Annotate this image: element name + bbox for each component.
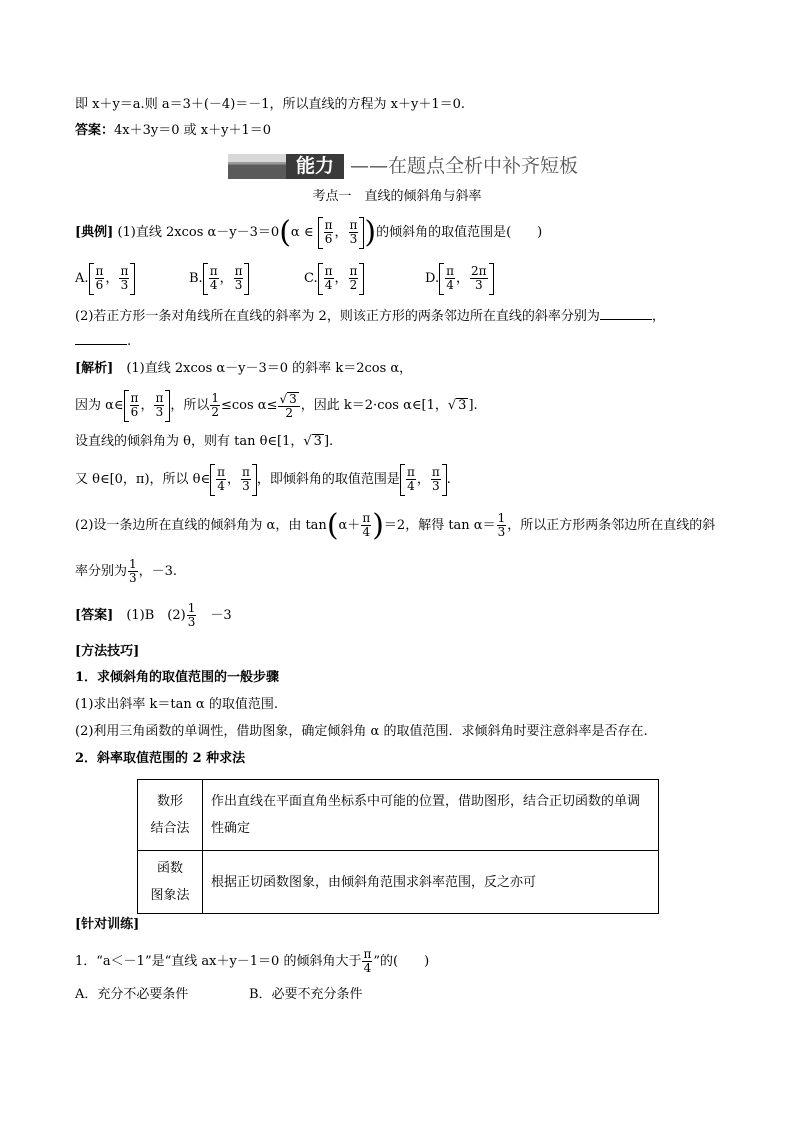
analysis-line-6: 率分别为 $\frac{1}{3}$ ，－3.	[75, 557, 178, 585]
fraction: $\frac{\pi}{6}$	[324, 218, 333, 246]
text-line: 即 x＋y＝a.则 a＝3＋(－4)＝－1，所以直线的方程为 x＋y＋1＝0.	[75, 97, 466, 112]
method-step-1: (1)求出斜率 k＝tan α 的取值范围.	[75, 697, 278, 712]
question-text: 的倾斜角的取值范围是( )	[376, 225, 543, 240]
analysis-line-4: 又 θ∈[0，π)，所以 θ∈ $\frac{\pi}{4}$ ， $\frac{\pi}{3}$ ，即倾斜角的取值范围是 $\frac{\pi}{4}$ ， $\frac{\pi}{3}$ .	[75, 462, 451, 498]
option-a: A. $\frac{\pi}{6}$ ， $\frac{\pi}{3}$	[75, 262, 135, 296]
training-label: [针对训练]	[75, 917, 140, 932]
method-label: [方法技巧]	[75, 644, 140, 659]
analysis-label: [解析]	[75, 361, 114, 376]
table-row	[138, 851, 659, 914]
table-key-cell: 函数 图象法	[138, 851, 203, 914]
option-b: B. $\frac{\pi}{4}$ ， $\frac{\pi}{3}$	[189, 262, 249, 296]
analysis-line-2: 因为 α∈ $\frac{\pi}{6}$ ， $\frac{\pi}{3}$ ，所以 $\frac{1}{2}$ ≤cos α≤ $\frac{√ 3}{2}$ ，因此 k＝2·cos α∈[1，√ 3 ].	[75, 391, 478, 420]
question-text: (1)直线 2xcos α－y－3＝0	[117, 225, 280, 240]
section-title: 考点一 直线的倾斜角与斜率	[312, 189, 482, 204]
method-heading-2: 2．斜率取值范围的 2 种求法	[75, 751, 246, 766]
option-d: D. $\frac{\pi}{4}$ ， $\frac{2\pi}{3}$	[425, 262, 494, 296]
answer-label: [答案]	[75, 608, 114, 623]
table-value-cell: 作出直线在平面直角坐标系中可能的位置，借助图形，结合正切函数的单调性确定	[203, 780, 659, 851]
section-banner	[228, 152, 588, 182]
answer-blank	[600, 319, 652, 320]
method-heading-1: 1．求倾斜角的取值范围的一般步骤	[75, 670, 280, 685]
option-c: C. $\frac{\pi}{4}$ ， $\frac{\pi}{2}$	[304, 262, 364, 296]
bracket-open	[318, 217, 323, 249]
answer-label: 答案：	[75, 123, 115, 138]
example-question-2: (2)若正方形一条对角线所在直线的斜率为 2，则该正方形的两条邻边所在直线的斜率分别为 ，	[75, 309, 665, 324]
fraction: $\frac{\pi}{3}$	[349, 218, 358, 246]
training-question-1: 1．“a＜－1”是“直线 ax＋y－1＝0 的倾斜角大于 $\frac{\pi}{4}$ ”的( )	[75, 947, 430, 975]
table-key-cell: 数形 结合法	[138, 780, 203, 851]
training-option-b: B．必要不充分条件	[249, 987, 363, 1002]
banner-subtitle: ——在题点全析中补齐短板	[350, 155, 579, 177]
answer-text: 4x＋3y＝0 或 x＋y＋1＝0	[114, 123, 271, 138]
example-question-2-cont: .	[75, 333, 131, 351]
example-question-1: [典例] (1)直线 2xcos α－y－3＝0(α ∈ $\frac{\pi}{6}$ ， $\frac{\pi}{3}$ )的倾斜角的取值范围是( )	[75, 214, 543, 250]
analysis-line-3: 设直线的倾斜角为 θ，则有 tan θ∈[1，√ 3 ].	[75, 434, 334, 449]
paren-open: (	[279, 214, 291, 250]
method-step-2: (2)利用三角函数的单调性，借助图象，确定倾斜角 α 的取值范围．求倾斜角时要注意斜率是否存在.	[75, 724, 648, 739]
table-value-cell: 根据正切函数图象，由倾斜角范围求斜率范围，反之亦可	[203, 851, 659, 914]
analysis-line-1: [解析] (1)直线 2xcos α－y－3＝0 的斜率 k＝2cos α，	[75, 361, 413, 376]
training-option-a: A．充分不必要条件	[75, 987, 189, 1002]
answer-blank	[75, 344, 127, 345]
analysis-line-5: (2)设一条边所在直线的倾斜角为 α，由 tan(α＋ $\frac{\pi}{4}$ )＝2，解得 tan α＝ $\frac{1}{3}$ ，所以正方形两条邻边所在直线的斜	[75, 507, 716, 543]
alpha-in: α ∈	[290, 225, 314, 240]
banner-bar	[228, 154, 286, 179]
paren-close: )	[364, 214, 377, 250]
example-label: [典例]	[75, 225, 114, 240]
method-table	[137, 779, 659, 914]
table-row	[138, 780, 659, 851]
answer-line	[75, 122, 271, 140]
banner-tag: 能力	[286, 154, 344, 179]
answer-block: [答案] (1)B (2) $\frac{1}{3}$ －3	[75, 601, 232, 629]
